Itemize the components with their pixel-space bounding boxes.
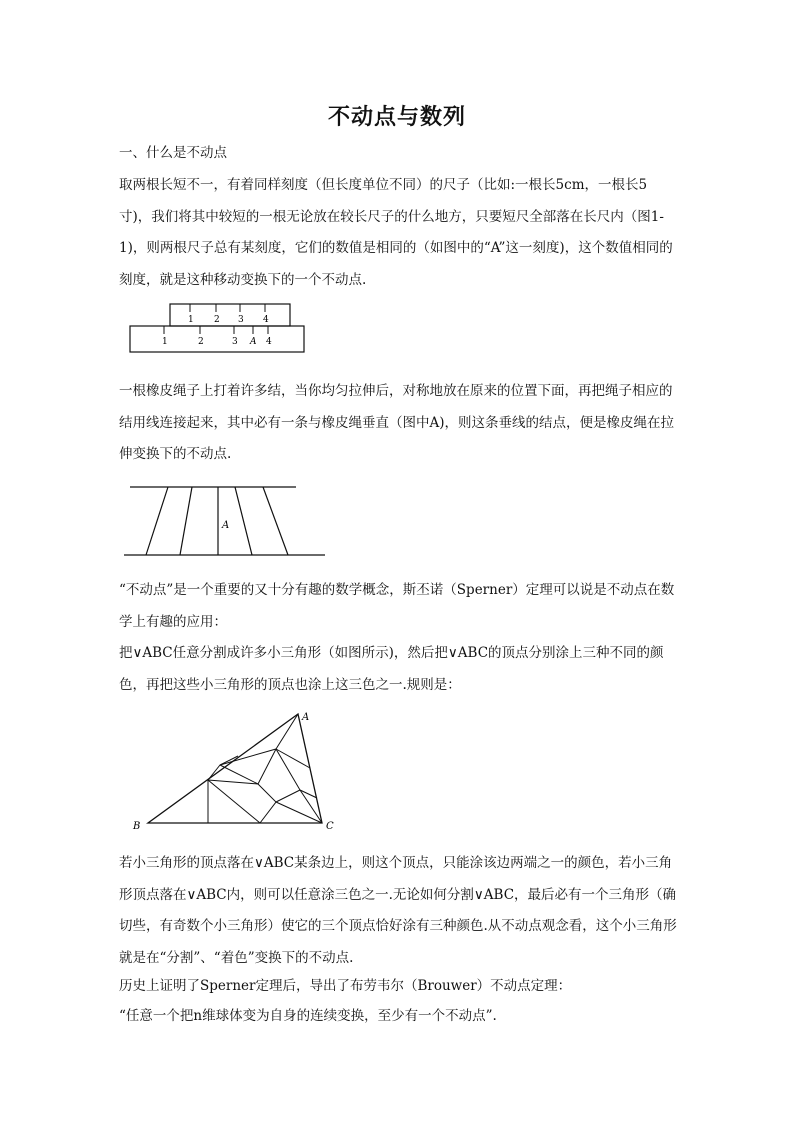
short-ruler-tick-2: 2	[214, 315, 220, 325]
paragraph-rope: 一根橡皮绳子上打着许多结，当你均匀拉伸后，对称地放在原来的位置下面，再把绳子相应的结用线连接起来，其中必有一条与橡皮绳垂直（图中A)，则这条垂线的结点，便是橡皮绳在拉伸变换下的不动点.	[119, 383, 675, 462]
paragraph-sperner-result: 若小三角形的顶点落在∨ABC某条边上，则这个顶点，只能涂该边两端之一的颜色，若小三角形顶点落在∨ABC内，则可以任意涂三色之一.无论如何分割∨ABC，最后必有一个三角形（确切些，有奇数个小三角形）使它的三个顶点恰好涂有三种颜色.从不动点观念看，这个小三角形就是在“分割”、“着色”变换下的不动点.	[119, 855, 677, 966]
long-ruler-tick-2: 2	[198, 337, 204, 347]
rope-label-a: A	[222, 520, 230, 531]
paragraph-triangle-rule: 把∨ABC任意分割成许多小三角形（如图所示)，然后把∨ABC的顶点分别涂上三种不同的颜色，再把这些小三角形的顶点也涂上这三色之一.规则是：	[119, 645, 664, 693]
long-ruler-tick-1: 1	[162, 337, 168, 347]
triangle-abc	[148, 714, 322, 823]
vertex-c-label: C	[326, 821, 334, 832]
short-ruler-tick-3: 3	[238, 315, 244, 325]
paragraph-sperner-intro: “不动点”是一个重要的又十分有趣的数学概念，斯丕诺（Sperner）定理可以说是不动点在数学上有趣的应用：	[119, 582, 675, 630]
long-ruler-tick-4: 4	[266, 337, 272, 347]
short-ruler-tick-4: 4	[263, 315, 269, 325]
triangle-figure	[128, 708, 340, 834]
paragraph-ruler: 取两根长短不一，有着同样刻度（但长度单位不同）的尺子（比如:一根长5cm，一根长5寸)，我们将其中较短的一根无论放在较长尺子的什么地方，只要短尺全部落在长尺内（图1-1)，则两根尺子总有某刻度，它们的数值是相同的（如图中的“A”这一刻度)，这个数值相同的刻度，就是这种移动变换下的一个不动点.	[119, 177, 673, 288]
page-title: 不动点与数列	[327, 105, 466, 130]
section-heading: 一、什么是不动点	[119, 145, 227, 161]
rope-figure	[122, 482, 328, 560]
vertex-a-label: A	[302, 712, 310, 723]
paragraph-brouwer	[119, 971, 679, 1031]
ruler-figure	[128, 302, 308, 354]
long-ruler-tick-3: 3	[232, 337, 238, 347]
vertex-b-label: B	[133, 821, 141, 832]
brouwer-theorem: “任意一个把n维球体变为自身的连续变换，至少有一个不动点”.	[119, 1008, 497, 1024]
long-ruler	[130, 326, 304, 352]
long-ruler-tick-a: A	[250, 337, 257, 347]
short-ruler-tick-1: 1	[188, 315, 194, 325]
brouwer-intro: 历史上证明了Sperner定理后，导出了布劳韦尔（Brouwer）不动点定理：	[119, 978, 572, 994]
